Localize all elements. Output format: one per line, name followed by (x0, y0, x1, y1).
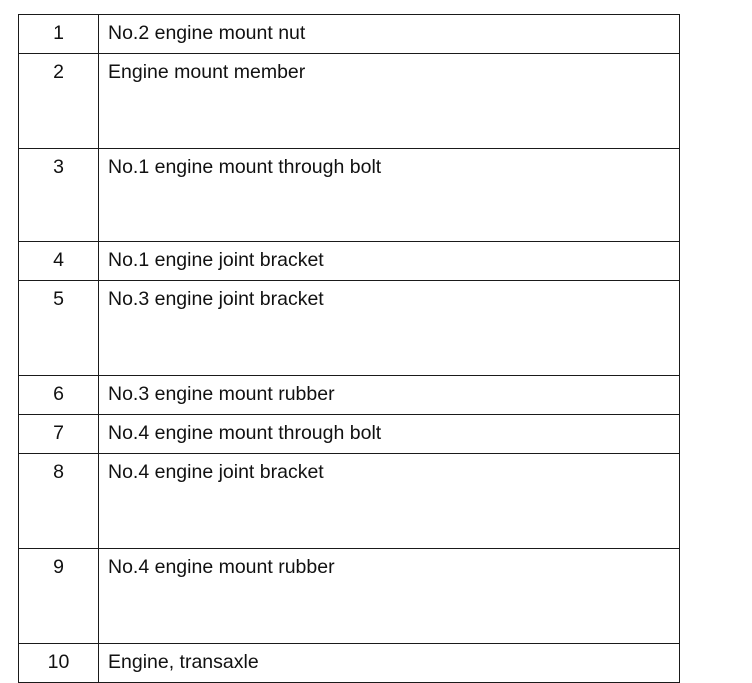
part-name: No.2 engine mount nut (99, 15, 680, 54)
part-number: 5 (19, 281, 99, 376)
table-row (19, 549, 680, 644)
part-name: No.1 engine joint bracket (99, 242, 680, 281)
part-name: No.1 engine mount through bolt (99, 149, 680, 242)
part-number: 9 (19, 549, 99, 644)
table-row (19, 376, 680, 415)
table-row (19, 644, 680, 683)
part-number: 10 (19, 644, 99, 683)
part-name: No.4 engine mount rubber (99, 549, 680, 644)
parts-legend-table (18, 14, 680, 683)
part-number: 6 (19, 376, 99, 415)
part-name: No.3 engine mount rubber (99, 376, 680, 415)
table-row (19, 454, 680, 549)
part-name: No.4 engine joint bracket (99, 454, 680, 549)
table-row (19, 149, 680, 242)
table-row (19, 15, 680, 54)
part-name: No.3 engine joint bracket (99, 281, 680, 376)
table-row (19, 54, 680, 149)
part-number: 3 (19, 149, 99, 242)
part-name: Engine mount member (99, 54, 680, 149)
table-row (19, 415, 680, 454)
part-number: 1 (19, 15, 99, 54)
part-number: 8 (19, 454, 99, 549)
table-row (19, 242, 680, 281)
part-name: Engine, transaxle (99, 644, 680, 683)
part-number: 7 (19, 415, 99, 454)
part-number: 2 (19, 54, 99, 149)
table-row (19, 281, 680, 376)
part-name: No.4 engine mount through bolt (99, 415, 680, 454)
part-number: 4 (19, 242, 99, 281)
